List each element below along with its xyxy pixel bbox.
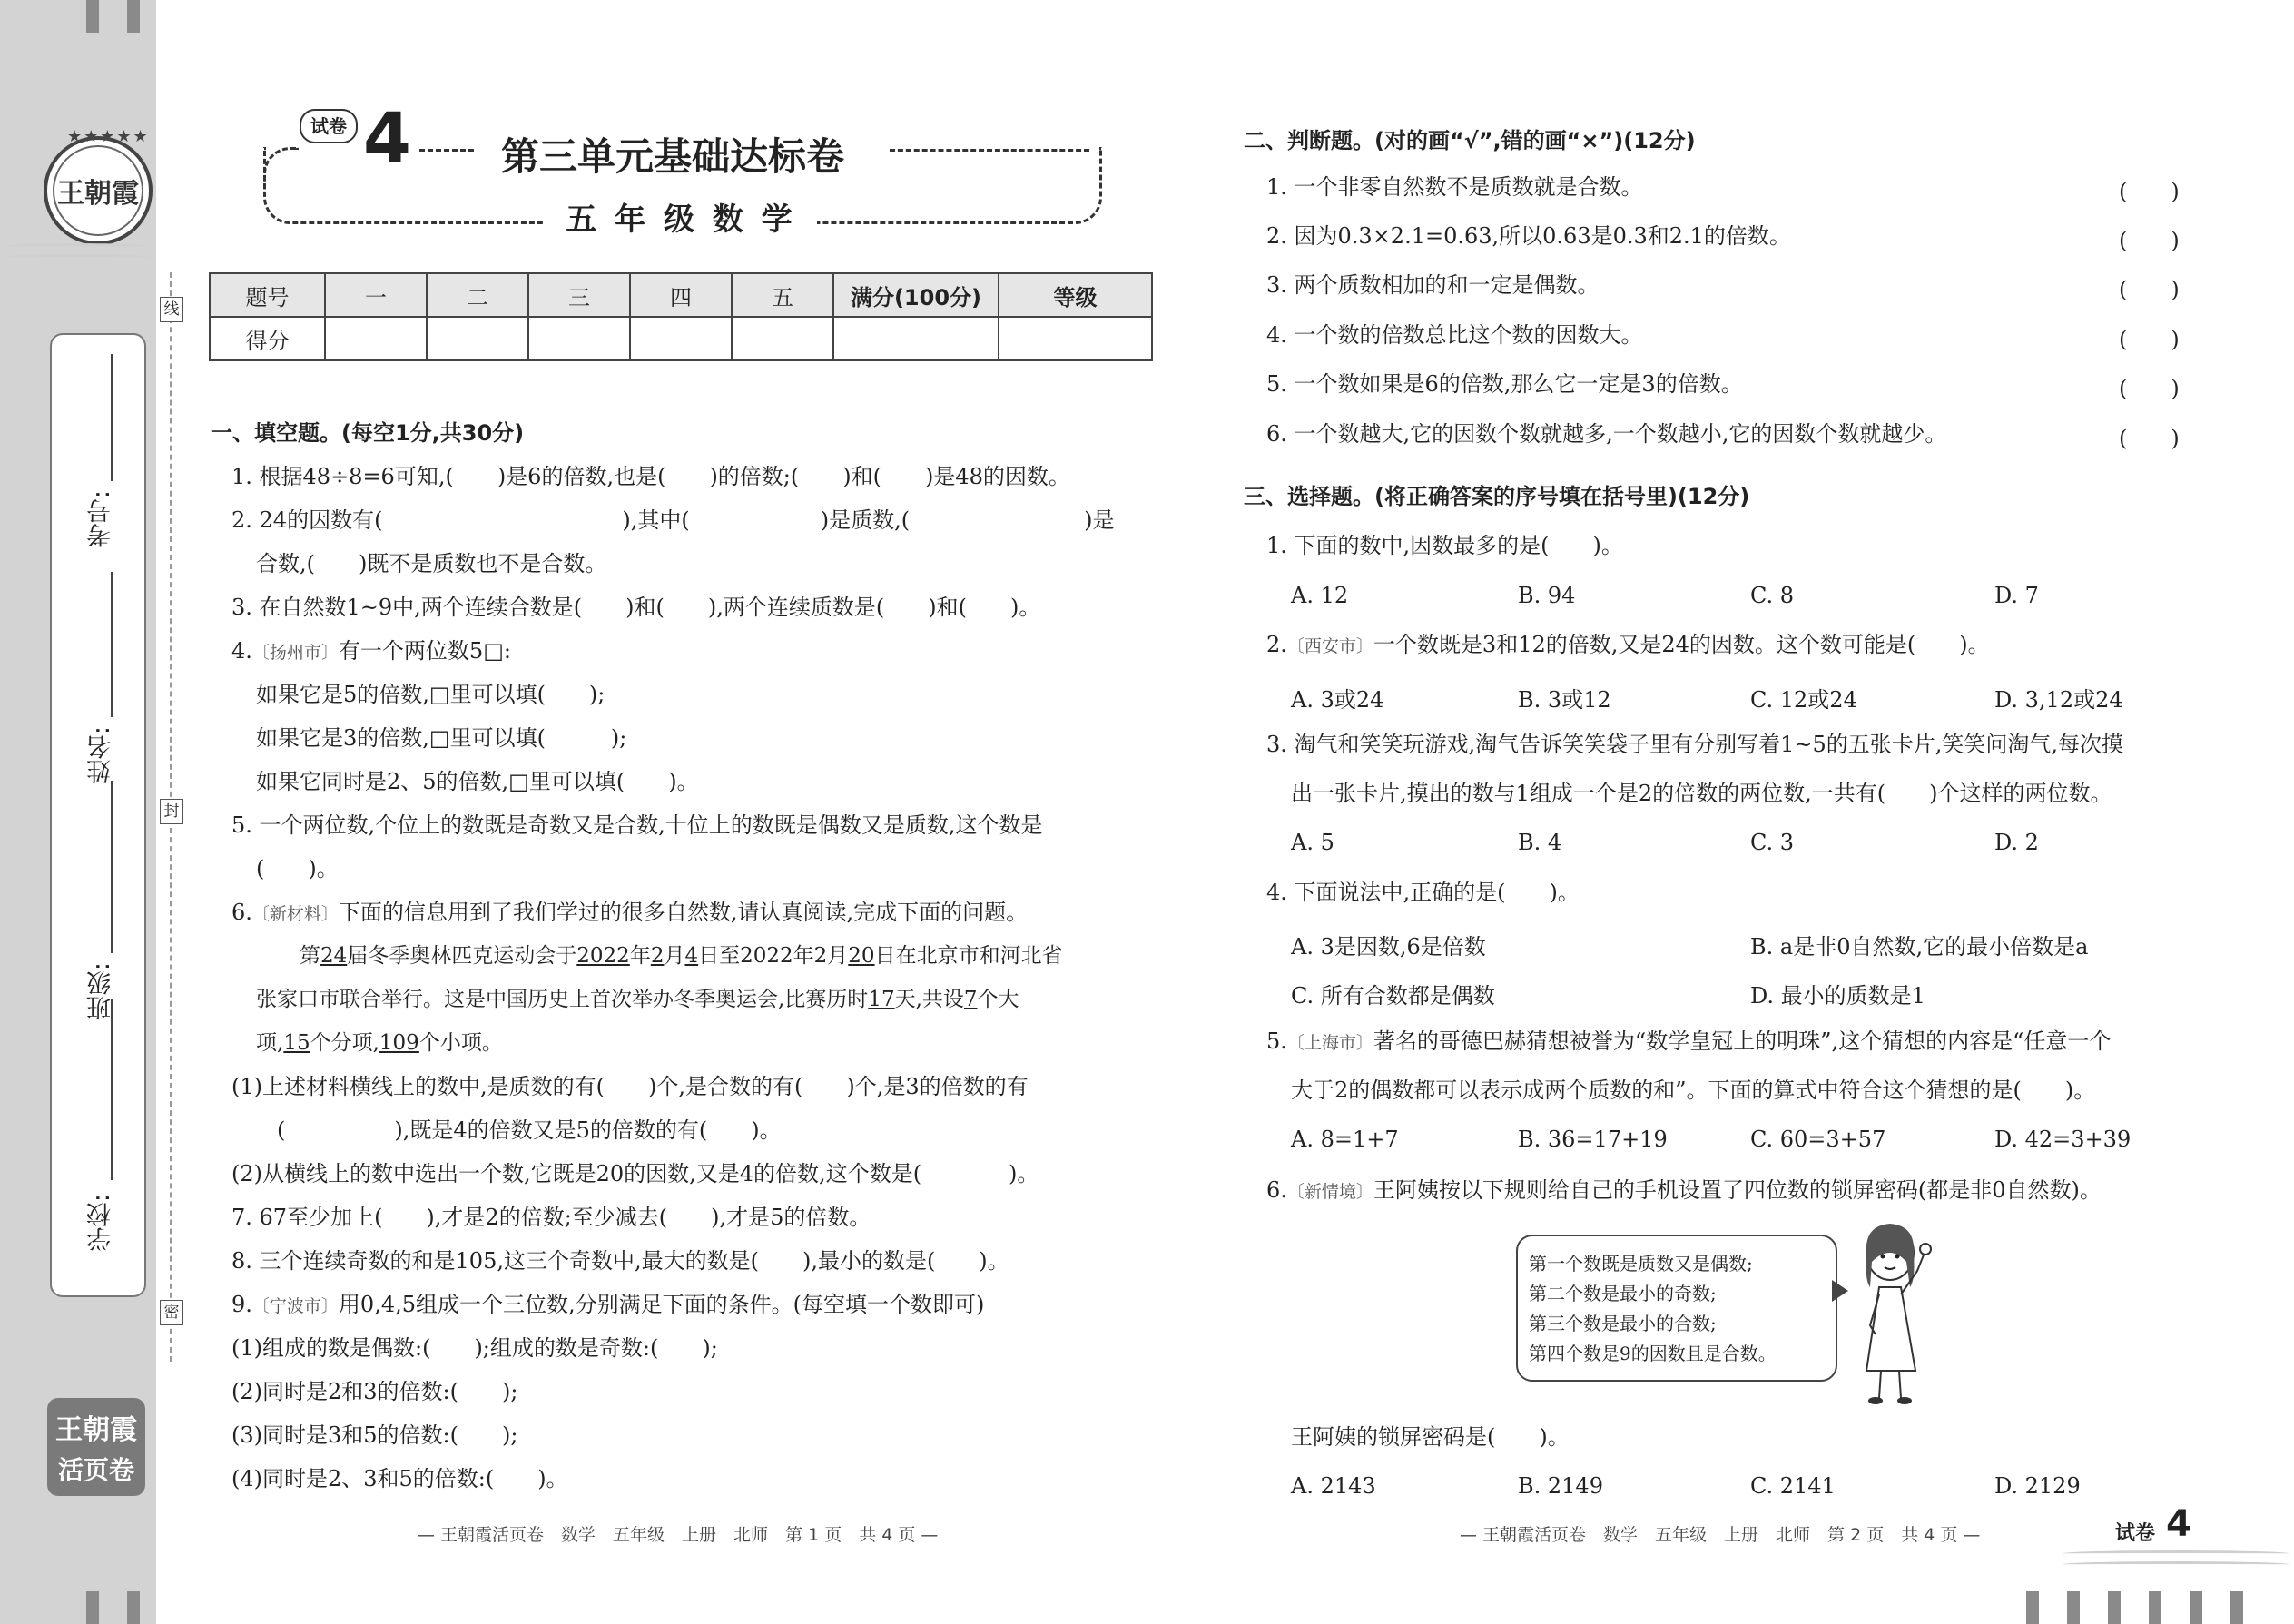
question-number: 6. [1266,1177,1287,1203]
choice-option: B. 3或12 [1518,687,1611,713]
choice-option: A. 3或24 [1291,687,1384,713]
score-cell[interactable] [427,317,528,360]
choice-question: 3. 淘气和笑笑玩游戏,淘气告诉笑笑袋子里有分别写着1~5的五张卡片,笑笑问淘气,每次摸 [1266,732,2124,757]
question-number: 5. [1266,1029,1287,1054]
choice-option: B. a是非0自然数,它的最小倍数是a [1750,934,2089,960]
score-cell[interactable] [732,317,833,360]
score-header-cell: 五 [732,273,833,317]
question-line: ( )。 [256,856,339,881]
exam-no-field[interactable] [111,354,113,481]
answer-blank[interactable]: ( ) [2119,426,2180,451]
registration-mark [2190,1591,2202,1624]
score-cell[interactable] [630,317,732,360]
bubble-line: 第四个数是9的因数且是合数。 [1529,1343,1777,1364]
choice-option: A. 5 [1291,830,1334,855]
question-line: (2)从横线上的数中选出一个数,它既是20的因数,又是4的倍数,这个数是( )。 [231,1161,1039,1186]
question-text: 一个数既是3和12的倍数,又是24的因数。这个数可能是( )。 [1373,632,1990,657]
choice-question: 王阿姨的锁屏密码是( )。 [1291,1424,1570,1450]
question-line: 3. 在自然数1~9中,两个连续合数是( )和( ),两个连续质数是( )和( )。 [231,595,1041,620]
answer-blank[interactable]: ( ) [2119,376,2180,401]
question-line: 5. 一个两位数,个位上的数既是奇数又是合数,十位上的数既是偶数又是质数,这个数是 [231,812,1043,838]
choice-option: A. 8=1+7 [1291,1127,1399,1152]
question-text: 用0,4,5组成一个三位数,分别满足下面的条件。(每空填一个数即可) [338,1292,985,1317]
paper-number: 4 [363,97,411,178]
school-label: 学校: [87,1194,115,1252]
judge-item: 6. 一个数越大,它的因数个数就越多,一个数越小,它的因数个数就越少。 [1266,421,1947,447]
seal-mark: 封 [160,799,183,824]
section1-title: 一、填空题。(每空1分,共30分) [211,420,525,446]
question-number: 6. [231,900,252,925]
score-header-cell: 三 [528,273,630,317]
choice-option: B. 36=17+19 [1518,1127,1668,1152]
score-header-cell: 满分(100分) [833,273,999,317]
choice-option: D. 3,12或24 [1994,687,2123,713]
question-line: (2)同时是2和3的倍数:( ); [231,1379,518,1404]
region-tag: 〔宁波市〕 [251,1296,339,1316]
question-line [231,899,1028,928]
choice-option: C. 12或24 [1750,687,1857,713]
judge-item: 3. 两个质数相加的和一定是偶数。 [1266,272,1600,298]
logo-stars-icon: ★★★★★ [67,127,150,146]
brand-logo [44,127,153,245]
page-footer-left: — 王朝霞活页卷 数学 五年级 上册 北师 第 1 页 共 4 页 — [418,1525,939,1545]
material-line: 项,15个分项,109个小项。 [256,1031,503,1055]
region-tag: 〔上海市〕 [1286,1033,1373,1053]
question-line: 如果它是3的倍数,□里可以填( ); [256,725,627,751]
score-header-cell: 题号 [210,273,325,317]
registration-mark [2026,1591,2039,1624]
choice-option: C. 60=3+57 [1750,1127,1886,1152]
choice-option: B. 94 [1518,583,1576,608]
question-line: (1)上述材料横线上的数中,是质数的有( )个,是合数的有( )个,是3的倍数的有 [231,1074,1029,1099]
score-cell[interactable] [325,317,427,360]
student-info-box [50,333,146,1297]
score-header-cell: 一 [325,273,427,317]
question-text: 下面的信息用到了我们学过的很多自然数,请认真阅读,完成下面的问题。 [338,900,1029,925]
question-line: 如果它是5的倍数,□里可以填( ); [256,682,605,707]
page-title: 第三单元基础达标卷 [501,134,845,179]
badge-logo-text: 王朝霞 [55,1414,137,1446]
material-line: 第24届冬季奥林匹克运动会于2022年2月4日至2022年2月20日在北京市和河北省 [300,944,1063,968]
question-line: (4)同时是2、3和5的倍数:( )。 [231,1466,568,1491]
choice-option: D. 42=3+39 [1994,1127,2132,1152]
question-line: 如果它同时是2、5的倍数,□里可以填( )。 [256,769,699,794]
judge-item: 1. 一个非零自然数不是质数就是合数。 [1266,174,1643,200]
bubble-line: 第一个数既是质数又是偶数; [1529,1253,1753,1275]
choice-option: C. 所有合数都是偶数 [1291,983,1495,1009]
registration-mark [2108,1591,2121,1624]
judge-item: 5. 一个数如果是6的倍数,那么它一定是3的倍数。 [1266,371,1743,397]
paper-tag-badge [300,109,358,143]
bubble-line: 第三个数是最小的合数; [1529,1313,1717,1334]
score-row-label: 得分 [210,317,325,360]
question-line: 合数,( )既不是质数也不是合数。 [256,551,607,576]
score-cell[interactable] [999,317,1152,360]
choice-option: D. 最小的质数是1 [1750,983,1925,1009]
page-footer-right: — 王朝霞活页卷 数学 五年级 上册 北师 第 2 页 共 4 页 — [1460,1525,1981,1545]
speech-bubble [1516,1235,1837,1382]
judge-item: 4. 一个数的倍数总比这个数的因数大。 [1266,322,1643,348]
question-line [231,637,511,666]
material-line: 张家口市联合举行。这是中国历史上首次举办冬季奥运会,比赛历时17天,共设7个大 [256,988,1019,1011]
question-line [231,1291,984,1320]
question-text: 王阿姨按以下规则给自己的手机设置了四位数的锁屏密码(都是非0自然数)。 [1373,1177,2102,1203]
choice-option: B. 4 [1518,830,1562,855]
section3-title: 三、选择题。(将正确答案的序号填在括号里)(12分) [1244,484,1750,509]
choice-option: A. 3是因数,6是倍数 [1291,934,1486,960]
question-line: (3)同时是3和5的倍数:( ); [231,1422,518,1448]
judge-item: 2. 因为0.3×2.1=0.63,所以0.63是0.3和2.1的倍数。 [1266,223,1791,249]
choice-question [1266,631,1990,660]
region-tag: 〔扬州市〕 [251,643,339,663]
brand-badge [47,1398,145,1496]
question-line: (1)组成的数是偶数:( );组成的数是奇数:( ); [231,1335,718,1361]
score-table [209,272,1153,361]
registration-mark [86,1591,99,1624]
choice-option: B. 2149 [1518,1473,1603,1499]
choice-option: D. 2 [1994,830,2039,855]
choice-question [1266,1176,2102,1206]
class-field[interactable] [111,781,113,953]
paper-tag: 试卷 [300,109,358,143]
registration-mark [2149,1591,2161,1624]
logo-text: 王朝霞 [57,178,139,210]
choice-question: 4. 下面说法中,正确的是( )。 [1266,880,1580,905]
question-line: ( ),既是4的倍数又是5的倍数的有( )。 [277,1117,782,1143]
answer-blank[interactable]: ( ) [2119,277,2180,302]
question-number: 2. [1266,632,1287,657]
seal-mark: 密 [160,1300,183,1325]
school-field[interactable] [111,999,113,1180]
registration-mark [2067,1591,2080,1624]
registration-mark [127,0,140,33]
question-line: 1. 根据48÷8=6可知,( )是6的倍数,也是( )的倍数;( )和( )是48的因数。 [231,464,1070,489]
choice-option: A. 12 [1291,583,1349,608]
answer-blank[interactable]: ( ) [2119,228,2180,253]
page-subtitle: 五 年 级 数 学 [545,194,817,240]
registration-mark [86,0,99,33]
choice-question: 出一张卡片,摸出的数与1组成一个是2的倍数的两位数,一共有( )个这样的两位数。 [1291,781,2112,806]
seal-mark: 线 [160,297,183,322]
question-line: 7. 67至少加上( ),才是2的倍数;至少减去( ),才是5的倍数。 [231,1205,871,1230]
registration-mark [2230,1591,2243,1624]
score-header-cell: 四 [630,273,732,317]
name-label: 姓名: [87,726,115,784]
region-tag: 〔新情境〕 [1286,1182,1373,1202]
answer-blank[interactable]: ( ) [2119,327,2180,352]
choice-option: A. 2143 [1291,1473,1376,1499]
score-cell[interactable] [833,317,999,360]
exam-no-label: 考号: [87,490,115,548]
choice-option: C. 8 [1750,583,1795,608]
class-label: 班级: [87,962,115,1020]
region-tag: 〔新材料〕 [251,904,339,924]
section2-title: 二、判断题。(对的画“√”,错的画“×”)(12分) [1244,128,1696,153]
choice-question: 大于2的偶数都可以表示成两个质数的和”。下面的算式中符合这个猜想的是( )。 [1291,1078,2096,1103]
choice-question: 1. 下面的数中,因数最多的是( )。 [1266,533,1623,558]
badge-sub-text: 活页卷 [57,1455,134,1485]
choice-option: D. 2129 [1994,1473,2081,1499]
question-number: 4. [231,638,252,664]
question-number: 9. [231,1292,252,1317]
registration-mark [127,1591,140,1624]
question-text: 著名的哥德巴赫猜想被誉为“数学皇冠上的明珠”,这个猜想的内容是“任意一个 [1373,1029,2112,1054]
choice-question [1266,1028,2111,1057]
bubble-line: 第二个数是最小的奇数; [1529,1283,1717,1304]
corner-paper-tag: 试卷 [2115,1522,2156,1545]
choice-option: D. 7 [1994,583,2039,608]
score-header-cell: 二 [427,273,528,317]
name-field[interactable] [111,572,113,717]
corner-paper-no: 4 [2166,1503,2191,1545]
choice-option: C. 2141 [1750,1473,1836,1499]
score-cell[interactable] [528,317,630,360]
question-text: 有一个两位数5□: [338,638,511,664]
answer-blank[interactable]: ( ) [2119,179,2180,204]
choice-option: C. 3 [1750,830,1795,855]
score-header-cell: 等级 [999,273,1152,317]
region-tag: 〔西安市〕 [1286,636,1373,656]
question-line: 8. 三个连续奇数的和是105,这三个奇数中,最大的数是( ),最小的数是( )。 [231,1248,1009,1274]
question-line: 2. 24的因数有( ),其中( )是质数,( )是 [231,507,1115,533]
woman-illustration [1843,1216,1943,1407]
